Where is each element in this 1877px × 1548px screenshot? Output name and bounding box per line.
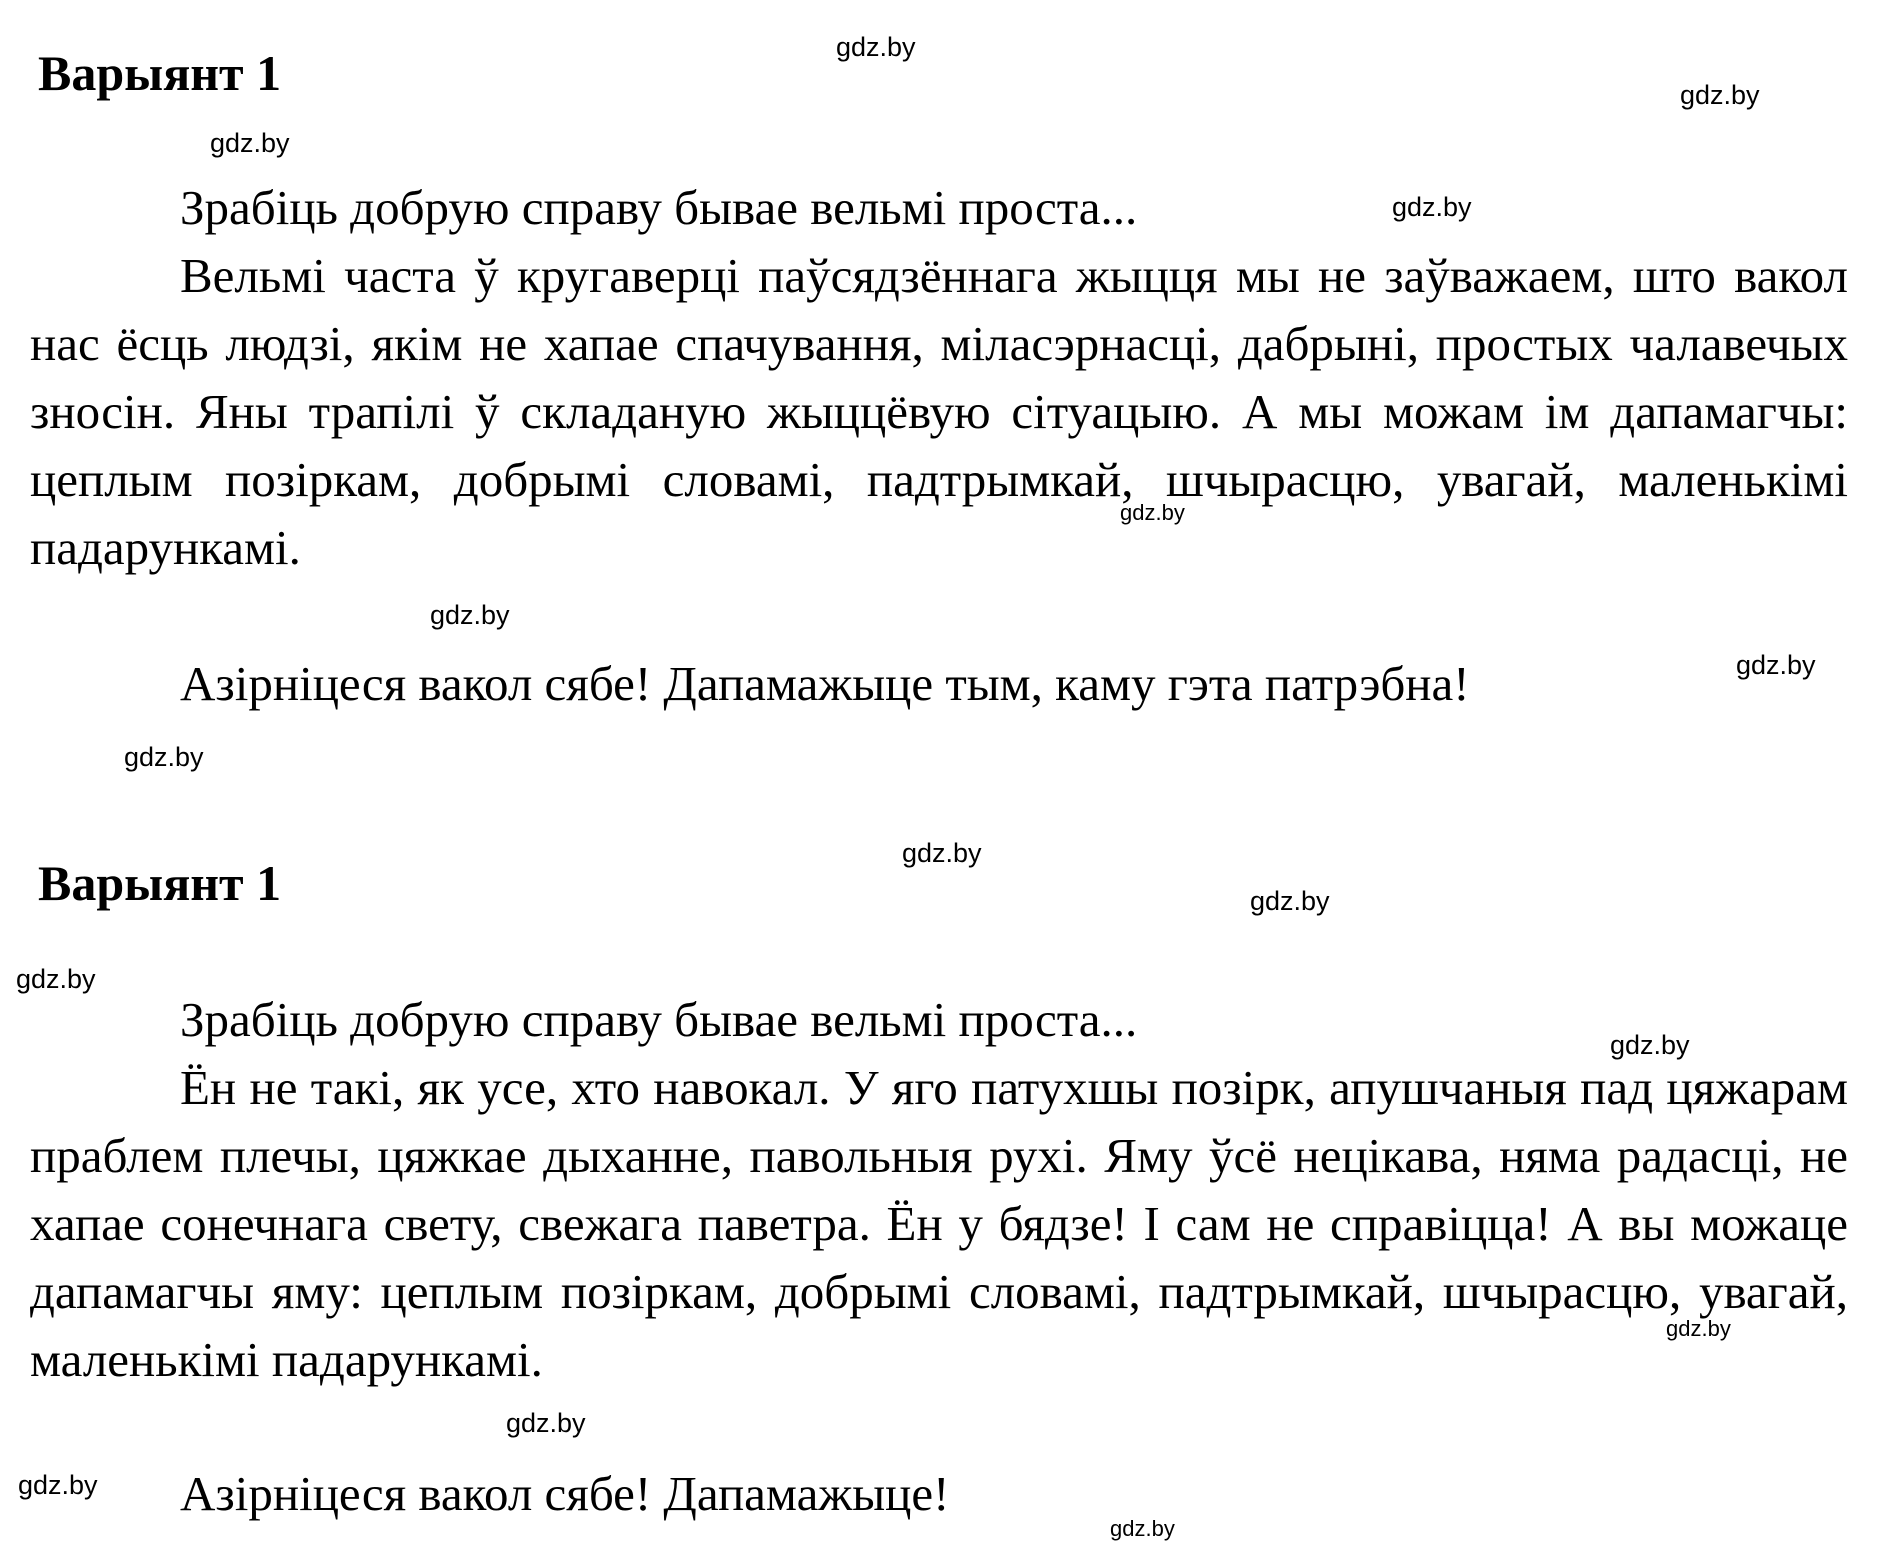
- watermark-text: gdz.by: [506, 1408, 586, 1438]
- watermark-text: gdz.by: [210, 128, 290, 158]
- watermark-text: gdz.by: [1680, 80, 1760, 110]
- variant-heading: Варыянт 1: [38, 855, 282, 911]
- watermark-text: gdz.by: [1250, 886, 1330, 916]
- watermark-text: gdz.by: [836, 32, 916, 62]
- watermark-text: gdz.by: [1610, 1030, 1690, 1060]
- watermark-text: gdz.by: [124, 742, 204, 772]
- watermark-text: gdz.by: [1120, 500, 1185, 525]
- watermark-text: gdz.by: [430, 600, 510, 630]
- paragraph-body: Ён не такі, як усе, хто навокал. У яго патухшы позірк, апушчаныя пад цяжарам праблем плечы, цяжкае дыханне, павольныя рухі. Яму ўсё нецікава, няма радасці, не хапае сонечнага свету, свежага паветра. Ён у бядзе! І сам не справіцца! А вы можаце дапамагчы яму: цеплым позіркам, добрымі словамі, падтрымкай, шчырасцю, увагай, маленькімі падарункамі.: [30, 1060, 1848, 1387]
- variant-heading: Варыянт 1: [38, 45, 282, 101]
- watermark-text: gdz.by: [1736, 650, 1816, 680]
- watermark-text: gdz.by: [1666, 1316, 1731, 1341]
- paragraph-intro: Зрабіць добрую справу бывае вельмі проста...: [180, 180, 1138, 235]
- paragraph-intro: Зрабіць добрую справу бывае вельмі проста...: [180, 992, 1138, 1047]
- watermark-text: gdz.by: [902, 838, 982, 868]
- watermark-text: gdz.by: [1392, 192, 1472, 222]
- watermark-text: gdz.by: [16, 964, 96, 994]
- watermark-text: gdz.by: [18, 1470, 98, 1500]
- watermark-text: gdz.by: [1110, 1516, 1175, 1541]
- paragraph-body: Вельмі часта ў кругаверці паўсядзённага жыцця мы не заўважаем, што вакол нас ёсць людзі, якім не хапае спачування, міласэрнасці, дабрыні, простых чалавечых зносін. Яны трапілі ў складаную жыццёвую сітуацыю. А мы можам ім дапамагчы: цеплым позіркам, добрымі словамі, падтрымкай, шчырасцю, увагай, маленькімі падарункамі.: [30, 248, 1848, 575]
- paragraph-closing: Азірніцеся вакол сябе! Дапамажыце!: [180, 1466, 950, 1521]
- paragraph-closing: Азірніцеся вакол сябе! Дапамажыце тым, каму гэта патрэбна!: [180, 656, 1470, 711]
